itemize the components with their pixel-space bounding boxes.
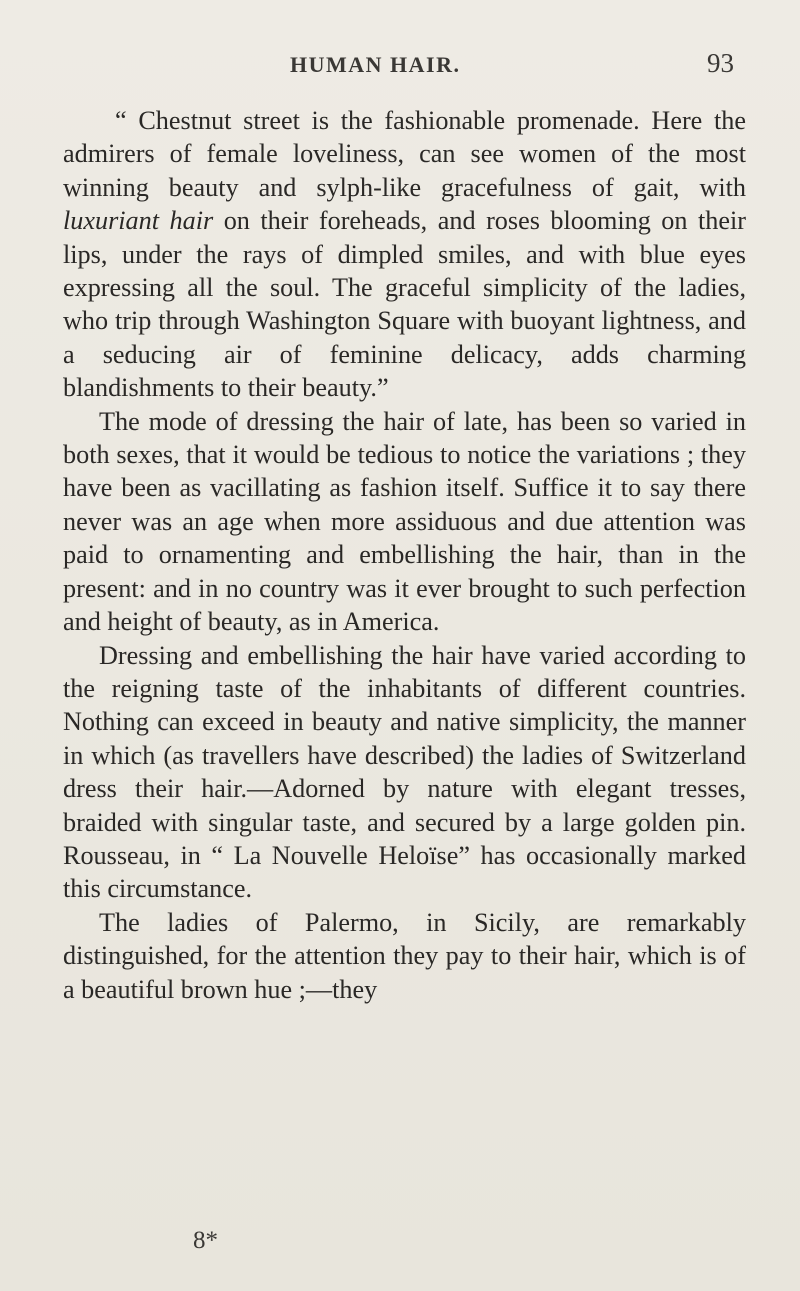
emphasis-text: luxuriant hair <box>63 206 214 236</box>
paragraph-mode-of-dressing: The mode of dressing the hair of late, has been so varied in both sexes, that it would be tedious to notice the variations ; they have been as vacillating as fashion itself. Suffice it to say there never was an age when more assiduous and due attention was paid to ornamenting and embellishing the hair, than in the present: and in no country was it ever brought to such perfection and height of beauty, as in America. <box>63 406 746 637</box>
signature-mark: 8* <box>193 1227 218 1254</box>
paragraph-palermo: The ladies of Palermo, in Sicily, are remarkably distinguished, for the attention they pay to their hair, which is of a beautiful brown hue ;—they <box>63 907 746 1004</box>
page-number: 93 <box>707 48 734 78</box>
quote-text-start: “ Chestnut street is the fashionable promenade. Here the admirers of female loveliness, can see women of the most winning beauty and sylph-like gracefulness of gait, with <box>63 106 746 202</box>
paragraph-switzerland: Dressing and embellishing the hair have varied according to the reigning taste of the inhabitants of different countries. Nothing can exceed in beauty and native simplicity, the manner in which (as travellers have described) the ladies of Switzerland dress their hair.—Adorned by nature with elegant tresses, braided with singular taste, and secured by a large golden pin. Rousseau, in “ La Nouvelle Heloïse” has occasionally marked this circumstance. <box>63 640 746 904</box>
running-title: HUMAN HAIR. <box>290 52 461 77</box>
body-text <box>63 104 746 1006</box>
quote-text-end: on their foreheads, and roses blooming on their lips, under the rays of dimpled smiles, and with blue eyes expressing all the soul. The graceful simplicity of the ladies, who trip through Washington Square with buoyant lightness, and a seducing air of feminine delicacy, adds charming blandishments to their beauty.” <box>63 206 746 403</box>
paragraph-quote <box>63 104 746 405</box>
